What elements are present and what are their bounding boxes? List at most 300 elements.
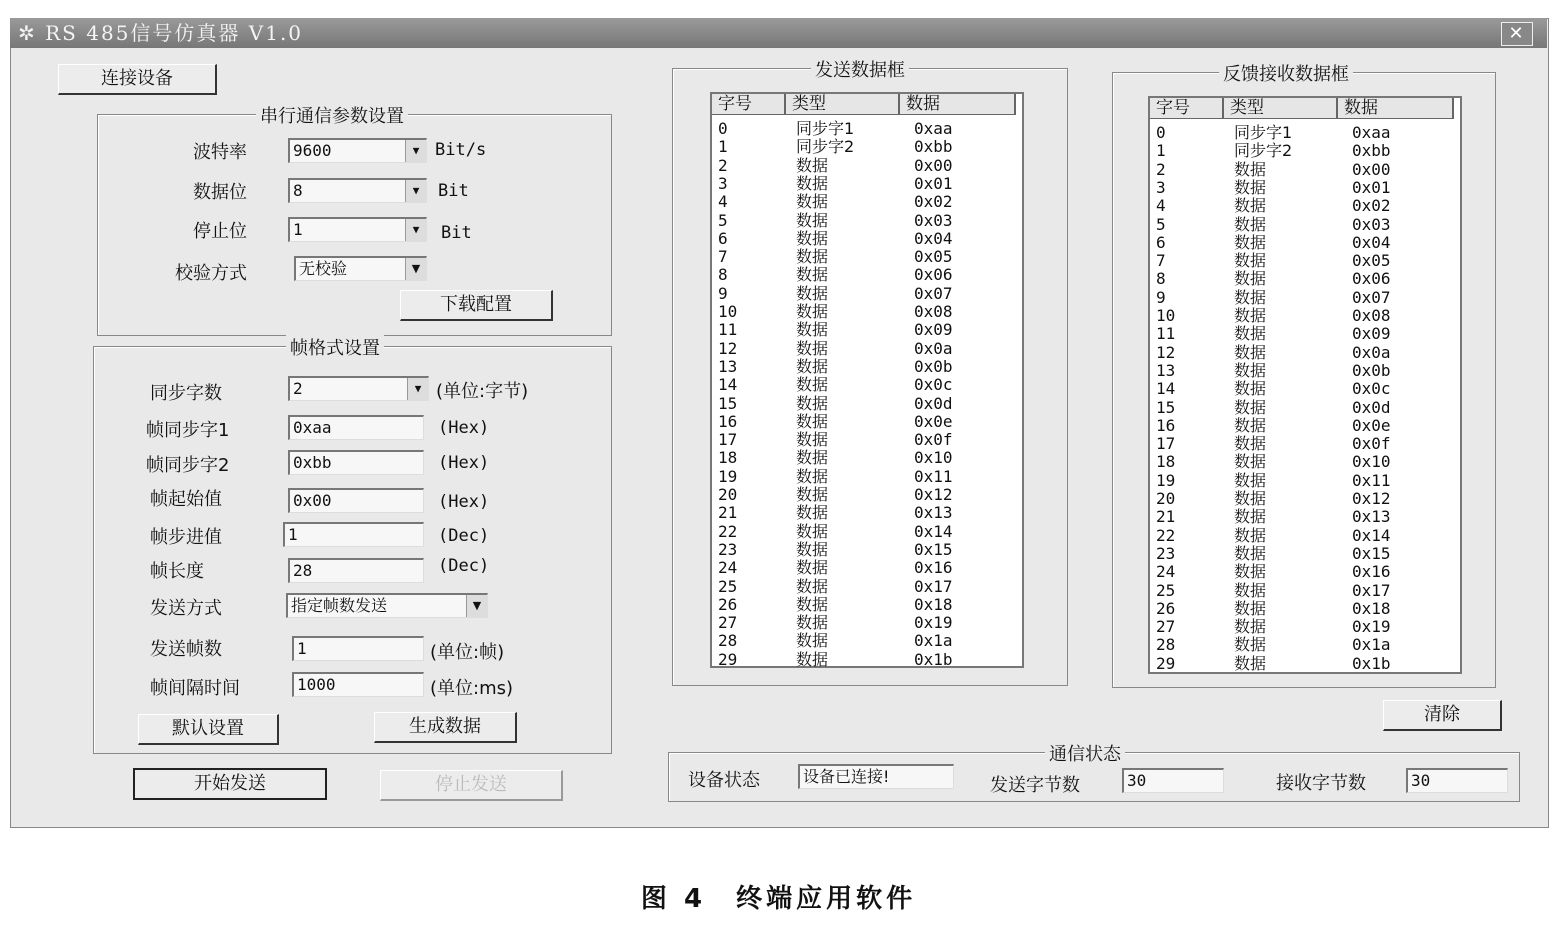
table-row[interactable] (712, 376, 1022, 394)
row-index: 26 (1156, 598, 1176, 618)
row-index: 1 (1156, 141, 1166, 161)
row-type: 数据 (796, 613, 829, 633)
row-type: 数据 (796, 155, 829, 175)
table-row[interactable] (1150, 582, 1460, 600)
table-row[interactable] (712, 449, 1022, 467)
row-type: 数据 (796, 173, 829, 193)
row-type: 数据 (1234, 196, 1267, 216)
sync-count-select[interactable] (288, 376, 429, 401)
table-row[interactable] (712, 193, 1022, 211)
row-data: 0x09 (914, 320, 953, 340)
row-index: 14 (1156, 379, 1176, 399)
row-type: 数据 (1234, 159, 1267, 179)
table-row[interactable] (1150, 563, 1460, 581)
row-index: 29 (1156, 653, 1176, 673)
row-data: 0x10 (1352, 452, 1391, 472)
table-row[interactable] (1150, 197, 1460, 215)
row-data: 0x17 (1352, 580, 1391, 600)
row-data: 0x08 (914, 302, 953, 321)
row-data: 0x18 (1352, 598, 1391, 618)
row-type: 数据 (796, 356, 829, 376)
table-row[interactable] (712, 596, 1022, 614)
row-type: 数据 (1234, 489, 1267, 508)
table-row[interactable] (1150, 270, 1460, 288)
row-type: 数据 (796, 521, 829, 541)
row-type: 数据 (796, 210, 829, 230)
row-index: 24 (718, 558, 738, 578)
table-row[interactable] (712, 358, 1022, 376)
row-data: 0xaa (1352, 123, 1391, 142)
sync1-label: 帧同步字1 (146, 420, 230, 441)
row-type: 数据 (796, 338, 829, 358)
row-index: 6 (1156, 232, 1166, 252)
row-data: 0x0f (914, 430, 953, 450)
sync1-input[interactable]: 0xaa (288, 415, 424, 440)
baud-select[interactable] (288, 138, 427, 163)
row-type: 数据 (796, 247, 829, 267)
table-row[interactable] (1150, 472, 1460, 490)
sync1-unit: (Hex) (438, 418, 490, 438)
row-type: 数据 (796, 192, 829, 212)
row-data: 0xbb (1352, 141, 1391, 161)
row-index: 22 (1156, 525, 1176, 545)
table-row[interactable] (1150, 179, 1460, 197)
table-row[interactable] (1150, 380, 1460, 398)
row-data: 0x00 (914, 155, 953, 175)
chevron-down-icon[interactable]: ▼ (466, 595, 487, 617)
chevron-down-icon[interactable]: ▼ (407, 378, 428, 400)
row-index: 15 (718, 393, 738, 413)
row-type: 数据 (1234, 379, 1267, 399)
row-index: 13 (718, 356, 738, 376)
close-button[interactable]: ✕ (1501, 22, 1533, 46)
row-data: 0x12 (914, 485, 953, 504)
row-type: 数据 (1234, 251, 1267, 271)
row-data: 0x05 (914, 247, 953, 267)
group-title: 帧格式设置 (286, 334, 384, 360)
step-unit: (Dec) (438, 526, 490, 546)
row-data: 0x02 (914, 192, 953, 212)
row-index: 20 (1156, 489, 1176, 508)
sync-count-value: 2 (293, 379, 303, 398)
table-row[interactable] (1150, 435, 1460, 453)
row-data: 0x11 (1352, 470, 1391, 490)
table-row[interactable] (1150, 216, 1460, 234)
row-type: 数据 (796, 539, 829, 559)
title-bar (10, 18, 1547, 48)
row-index: 13 (1156, 360, 1176, 380)
row-index: 6 (718, 228, 728, 248)
chevron-down-icon[interactable]: ▼ (405, 180, 426, 202)
row-type: 数据 (1234, 470, 1267, 490)
table-row[interactable] (1150, 252, 1460, 270)
table-row[interactable] (712, 248, 1022, 266)
table-row[interactable] (712, 468, 1022, 486)
row-data: 0x04 (1352, 232, 1391, 252)
row-index: 10 (1156, 306, 1176, 325)
parity-select[interactable] (294, 256, 427, 281)
table-row[interactable] (712, 120, 1022, 138)
table-row[interactable] (712, 340, 1022, 358)
data-bits-label: 数据位 (193, 182, 247, 203)
row-data: 0x16 (914, 558, 953, 578)
row-index: 19 (1156, 470, 1176, 490)
row-index: 0 (1156, 123, 1166, 142)
length-unit: (Dec) (438, 556, 490, 576)
table-row[interactable] (712, 632, 1022, 650)
row-index: 1 (718, 137, 728, 157)
row-type: 数据 (796, 631, 829, 651)
send-mode-value: 指定帧数发送 (291, 596, 388, 615)
row-data: 0x0d (1352, 397, 1391, 417)
row-index: 28 (1156, 635, 1176, 655)
row-type: 数据 (796, 485, 829, 504)
row-index: 9 (1156, 287, 1166, 307)
start-value-input[interactable]: 0x00 (288, 488, 424, 513)
table-row[interactable] (712, 395, 1022, 413)
row-index: 5 (1156, 214, 1166, 234)
row-index: 9 (718, 283, 728, 303)
baud-label: 波特率 (193, 142, 247, 163)
table-row[interactable] (1150, 399, 1460, 417)
row-type: 数据 (796, 411, 829, 431)
row-index: 25 (718, 576, 738, 596)
clear-button[interactable]: 清除 (1383, 700, 1502, 731)
row-type: 数据 (1234, 434, 1267, 454)
row-data: 0x16 (1352, 562, 1391, 582)
data-bits-select[interactable] (288, 178, 427, 203)
row-index: 7 (718, 247, 728, 267)
row-data: 0x07 (1352, 287, 1391, 307)
table-row[interactable] (1150, 307, 1460, 325)
receive-data-list[interactable] (1148, 96, 1462, 674)
table-row[interactable] (712, 285, 1022, 303)
table-row[interactable] (712, 321, 1022, 339)
row-index: 8 (1156, 269, 1166, 289)
row-data: 0x1b (914, 649, 953, 669)
row-data: 0x06 (1352, 269, 1391, 289)
row-type: 数据 (1234, 617, 1267, 637)
row-type: 数据 (1234, 342, 1267, 362)
baud-unit: Bit/s (435, 140, 487, 160)
table-row[interactable] (1150, 618, 1460, 636)
row-index: 2 (718, 155, 728, 175)
column-header-type[interactable]: 类型 (786, 94, 900, 115)
row-data: 0xaa (914, 119, 953, 138)
row-data: 0x0a (1352, 342, 1391, 362)
row-index: 10 (718, 302, 738, 321)
download-config-button[interactable]: 下载配置 (400, 290, 553, 321)
table-row[interactable] (1150, 234, 1460, 252)
table-row[interactable] (712, 266, 1022, 284)
parity-label: 校验方式 (175, 263, 247, 284)
row-type: 数据 (1234, 543, 1267, 563)
column-header-data[interactable]: 数据 (1338, 98, 1454, 119)
table-row[interactable] (1150, 289, 1460, 307)
row-type: 数据 (1234, 580, 1267, 600)
table-row[interactable] (1150, 490, 1460, 508)
baud-value: 9600 (293, 141, 332, 160)
row-type: 数据 (1234, 232, 1267, 252)
group-title: 通信状态 (1045, 740, 1125, 766)
row-index: 3 (1156, 177, 1166, 197)
row-data: 0x0f (1352, 434, 1391, 454)
row-data: 0x0c (1352, 379, 1391, 399)
frame-count-label: 发送帧数 (150, 639, 222, 660)
send-mode-label: 发送方式 (150, 598, 222, 619)
row-data: 0x04 (914, 228, 953, 248)
table-row[interactable] (1150, 362, 1460, 380)
row-type: 数据 (1234, 653, 1267, 673)
row-data: 0xbb (914, 137, 953, 157)
table-row[interactable] (1150, 655, 1460, 673)
group-title: 反馈接收数据框 (1219, 60, 1353, 86)
figure-caption: 图 4 终端应用软件 (640, 884, 917, 914)
sync2-input[interactable]: 0xbb (288, 450, 424, 475)
row-index: 7 (1156, 251, 1166, 271)
interval-label: 帧间隔时间 (150, 678, 240, 699)
chevron-down-icon[interactable]: ▼ (405, 140, 426, 162)
table-row[interactable] (712, 230, 1022, 248)
row-data: 0x13 (914, 503, 953, 523)
row-data: 0x03 (914, 210, 953, 230)
table-row[interactable] (712, 157, 1022, 175)
table-row[interactable] (712, 578, 1022, 596)
table-row[interactable] (1150, 600, 1460, 618)
row-data: 0x01 (914, 173, 953, 193)
column-header-index[interactable]: 字号 (712, 94, 786, 115)
row-data: 0x15 (1352, 543, 1391, 563)
row-type: 数据 (796, 649, 829, 669)
row-data: 0x0d (914, 393, 953, 413)
row-type: 数据 (1234, 452, 1267, 472)
row-index: 23 (718, 539, 738, 559)
row-index: 11 (718, 320, 738, 340)
table-row[interactable] (1150, 545, 1460, 563)
row-type: 数据 (1234, 360, 1267, 380)
column-header-data[interactable]: 数据 (900, 94, 1016, 115)
table-row[interactable] (1150, 453, 1460, 471)
row-index: 16 (1156, 415, 1176, 435)
chevron-down-icon[interactable]: ▼ (405, 219, 426, 241)
row-index: 5 (718, 210, 728, 230)
start-send-button[interactable]: 开始发送 (133, 768, 327, 800)
column-header-type[interactable]: 类型 (1224, 98, 1338, 119)
table-row[interactable] (1150, 417, 1460, 435)
table-row[interactable] (712, 303, 1022, 321)
row-data: 0x06 (914, 265, 953, 285)
sync2-unit: (Hex) (438, 453, 490, 473)
row-type: 数据 (796, 228, 829, 248)
sync2-label: 帧同步字2 (146, 455, 230, 476)
connect-device-button[interactable]: 连接设备 (58, 64, 217, 95)
group-title: 串行通信参数设置 (256, 102, 408, 128)
frame-count-unit: (单位:帧) (430, 642, 505, 663)
stop-bits-value: 1 (293, 220, 303, 239)
row-data: 0x11 (914, 466, 953, 486)
row-type: 数据 (1234, 562, 1267, 582)
table-row[interactable] (712, 559, 1022, 577)
row-data: 0x14 (1352, 525, 1391, 545)
row-type: 数据 (1234, 397, 1267, 417)
row-data: 0x19 (914, 613, 953, 633)
table-row[interactable] (712, 486, 1022, 504)
row-index: 2 (1156, 159, 1166, 179)
row-type: 数据 (1234, 269, 1267, 289)
sent-bytes-label: 发送字节数 (990, 775, 1080, 796)
table-row[interactable] (1150, 124, 1460, 142)
table-row[interactable] (1150, 161, 1460, 179)
start-value-unit: (Hex) (438, 492, 490, 512)
row-data: 0x13 (1352, 507, 1391, 527)
row-data: 0x08 (1352, 306, 1391, 325)
row-index: 26 (718, 594, 738, 614)
row-index: 19 (718, 466, 738, 486)
row-data: 0x10 (914, 448, 953, 468)
row-index: 16 (718, 411, 738, 431)
row-type: 数据 (796, 375, 829, 395)
row-type: 数据 (796, 283, 829, 303)
stop-send-button[interactable]: 停止发送 (380, 770, 563, 801)
chevron-down-icon[interactable]: ▼ (405, 258, 426, 280)
table-row[interactable] (1150, 344, 1460, 362)
length-input[interactable]: 28 (288, 558, 424, 583)
row-type: 数据 (796, 430, 829, 450)
row-type: 数据 (796, 393, 829, 413)
table-row[interactable] (1150, 142, 1460, 160)
table-row[interactable] (712, 413, 1022, 431)
row-type: 数据 (1234, 177, 1267, 197)
row-index: 17 (718, 430, 738, 450)
row-index: 21 (718, 503, 738, 523)
row-data: 0x0b (914, 356, 953, 376)
default-settings-button[interactable]: 默认设置 (138, 714, 279, 745)
table-row[interactable] (1150, 508, 1460, 526)
row-index: 27 (1156, 617, 1176, 637)
received-bytes-label: 接收字节数 (1276, 773, 1366, 794)
row-data: 0x00 (1352, 159, 1391, 179)
row-type: 数据 (1234, 525, 1267, 545)
row-data: 0x1a (1352, 635, 1391, 655)
row-type: 数据 (1234, 415, 1267, 435)
interval-input[interactable]: 1000 (292, 672, 424, 697)
row-index: 4 (1156, 196, 1166, 216)
table-row[interactable] (712, 651, 1022, 669)
row-type: 数据 (796, 558, 829, 578)
row-type: 数据 (796, 320, 829, 340)
row-data: 0x12 (1352, 489, 1391, 508)
device-status-label: 设备状态 (688, 770, 760, 791)
row-data: 0x0a (914, 338, 953, 358)
row-index: 27 (718, 613, 738, 633)
send-mode-select[interactable] (286, 593, 488, 618)
row-type: 数据 (796, 576, 829, 596)
generate-data-button[interactable]: 生成数据 (374, 712, 517, 743)
row-data: 0x0b (1352, 360, 1391, 380)
row-index: 20 (718, 485, 738, 504)
row-index: 12 (1156, 342, 1176, 362)
row-index: 18 (718, 448, 738, 468)
app-icon: ✲ (18, 21, 37, 45)
data-bits-unit: Bit (438, 181, 469, 201)
row-type: 数据 (796, 466, 829, 486)
step-label: 帧步进值 (150, 527, 222, 548)
table-row[interactable] (1150, 636, 1460, 654)
row-index: 11 (1156, 324, 1176, 344)
row-index: 25 (1156, 580, 1176, 600)
table-row[interactable] (712, 504, 1022, 522)
received-bytes-field: 30 (1406, 768, 1508, 793)
table-row[interactable] (1150, 325, 1460, 343)
data-bits-value: 8 (293, 181, 303, 200)
group-title: 发送数据框 (811, 56, 909, 82)
table-row[interactable] (712, 541, 1022, 559)
sync-count-unit: (单位:字节) (436, 381, 529, 402)
length-label: 帧长度 (150, 561, 204, 582)
row-index: 23 (1156, 543, 1176, 563)
row-index: 21 (1156, 507, 1176, 527)
row-data: 0x19 (1352, 617, 1391, 637)
row-type: 数据 (1234, 306, 1267, 325)
row-type: 数据 (1234, 324, 1267, 344)
table-row[interactable] (1150, 527, 1460, 545)
window-title: RS 485信号仿真器 V1.0 (45, 21, 304, 45)
row-data: 0x0e (1352, 415, 1391, 435)
row-index: 29 (718, 649, 738, 669)
table-row[interactable] (712, 212, 1022, 230)
row-type: 同步字2 (796, 137, 855, 157)
row-index: 8 (718, 265, 728, 285)
row-data: 0x02 (1352, 196, 1391, 216)
row-data: 0x01 (1352, 177, 1391, 197)
row-data: 0x15 (914, 539, 953, 559)
row-data: 0x05 (1352, 251, 1391, 271)
stop-bits-unit: Bit (441, 223, 472, 243)
row-index: 18 (1156, 452, 1176, 472)
column-header-index[interactable]: 字号 (1150, 98, 1224, 119)
table-row[interactable] (712, 523, 1022, 541)
table-row[interactable] (712, 431, 1022, 449)
row-type: 数据 (1234, 598, 1267, 618)
send-data-list[interactable] (710, 92, 1024, 668)
frame-count-input[interactable]: 1 (292, 636, 424, 661)
interval-unit: (单位:ms) (430, 678, 514, 699)
row-index: 28 (718, 631, 738, 651)
row-data: 0x18 (914, 594, 953, 614)
row-type: 同步字2 (1234, 141, 1293, 161)
step-input[interactable]: 1 (283, 522, 424, 547)
row-data: 0x1b (1352, 653, 1391, 673)
sync-count-label: 同步字数 (150, 383, 222, 404)
row-type: 同步字1 (796, 119, 855, 138)
row-data: 0x17 (914, 576, 953, 596)
row-data: 0x07 (914, 283, 953, 303)
row-type: 数据 (796, 302, 829, 321)
row-index: 22 (718, 521, 738, 541)
row-index: 17 (1156, 434, 1176, 454)
row-index: 14 (718, 375, 738, 395)
stop-bits-select[interactable] (288, 217, 427, 242)
start-value-label: 帧起始值 (150, 489, 222, 510)
row-type: 数据 (796, 503, 829, 523)
row-type: 数据 (796, 448, 829, 468)
table-row[interactable] (712, 175, 1022, 193)
row-index: 15 (1156, 397, 1176, 417)
row-type: 数据 (1234, 214, 1267, 234)
table-row[interactable] (712, 138, 1022, 156)
row-index: 4 (718, 192, 728, 212)
table-row[interactable] (712, 614, 1022, 632)
